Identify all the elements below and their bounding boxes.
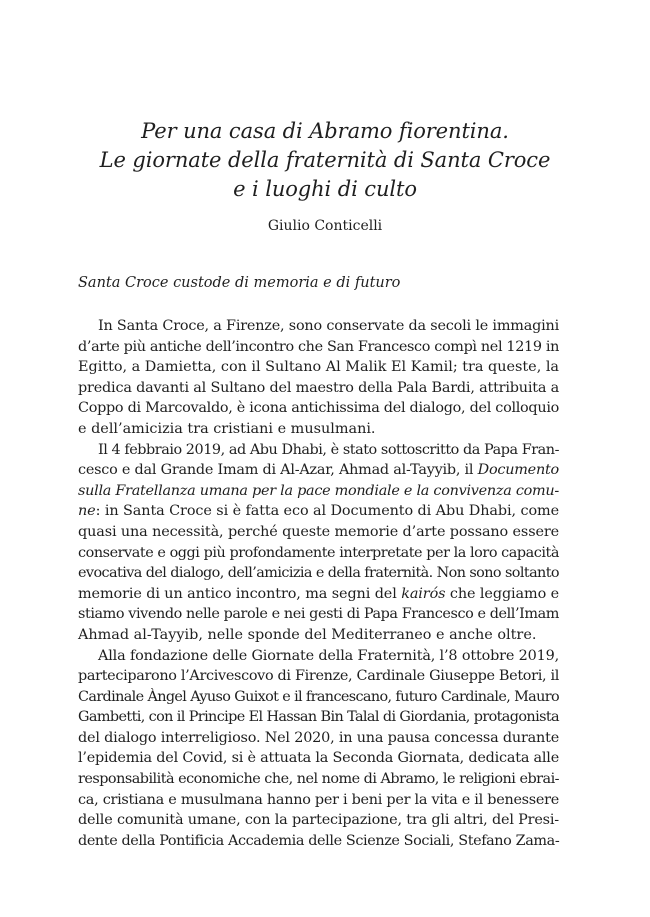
text-line: del dialogo interreligioso. Nel 2020, in una pausa concessa durante (78, 729, 560, 746)
author-name: Giulio Conticelli (267, 218, 383, 234)
text-line: parteciparono l’Arcivescovo di Firenze, Cardinale Giuseppe Betori, il (78, 668, 560, 685)
text-line: responsabilità economiche che, nel nome di Abramo, le religioni ebrai- (78, 771, 559, 788)
chapter-title (0, 117, 650, 204)
title-line-3: e i luoghi di culto (233, 177, 417, 201)
text-line: Coppo di Marcovaldo, è icona antichissima del dialogo, del colloquio (78, 400, 559, 417)
text-line: dente della Pontificia Accademia delle Scienze Sociali, Stefano Zama- (78, 832, 560, 849)
text-line: conservate e oggi più profondamente interpretate per la loro capacità (78, 544, 559, 561)
text-segment: memorie di un antico incontro, ma segni del (78, 585, 397, 602)
text-line: Egitto, a Damietta, con il Sultano Al Malik El Kamil; tra queste, la (78, 359, 559, 376)
text-line (78, 501, 559, 522)
text-line: Gambetti, con il Principe El Hassan Bin Talal di Giordania, protagonista (78, 709, 559, 726)
paragraph-1 (78, 316, 559, 440)
text-line (78, 584, 559, 605)
paragraph-2 (78, 440, 559, 646)
text-line: l’epidemia del Covid, si è attuata la Seconda Giornata, dedicata alle (78, 750, 559, 767)
text-line: e dell’amicizia tra cristiani e musulmani. (78, 420, 376, 437)
text-segment: che leggiamo e (449, 585, 560, 602)
text-line: stiamo vivendo nelle parole e nei gesti di Papa Francesco e dell’Imam (78, 606, 560, 623)
text-segment: cesco e dal Grande Imam di Al-Azar, Ahmad al-Tayyib, il (78, 462, 474, 479)
text-line: Alla fondazione delle Giornate della Fraternità, l’8 ottobre 2019, (98, 647, 559, 664)
text-line: In Santa Croce, a Firenze, sono conservate da secoli le immagini (98, 318, 559, 334)
text-line: d’arte più antiche dell’incontro che San Francesco compì nel 1219 in (78, 338, 560, 355)
text-line: Cardinale Àngel Ayuso Guixot e il francescano, futuro Cardinale, Mauro (78, 688, 560, 705)
text-segment: : in Santa Croce si è fatta eco al Documento di Abu Dhabi, come (95, 503, 559, 520)
text-line: Ahmad al-Tayyib, nelle sponde del Mediterraneo e anche oltre. (78, 626, 537, 643)
kairos-italic: kairós (401, 585, 446, 602)
document-title-italic: Documento (477, 462, 559, 479)
text-line: quasi una necessità, perché queste memorie d’arte possano essere (78, 523, 559, 540)
title-line-2: Le giornate della fraternità di Santa Croce (99, 148, 551, 172)
title-line-1: Per una casa di Abramo fiorentina. (141, 119, 509, 143)
text-line: Il 4 febbraio 2019, ad Abu Dhabi, è stato sottoscritto da Papa Fran- (98, 441, 560, 458)
section-heading: Santa Croce custode di memoria e di futuro (78, 275, 401, 291)
text-line: sulla Fratellanza umana per la pace mondiale e la convivenza comu- (78, 482, 559, 499)
text-line: delle comunità umane, con la partecipazione, tra gli altri, del Presi- (78, 812, 559, 829)
body-text (78, 316, 559, 851)
text-line: predica davanti al Sultano del maestro della Pala Bardi, attribuita a (78, 379, 560, 396)
text-line (78, 460, 559, 481)
paragraph-3 (78, 646, 559, 852)
text-line: ca, cristiana e musulmana hanno per i beni per la vita e il benessere (78, 791, 559, 808)
text-line: evocativa del dialogo, dell’amicizia e della fraternità. Non sono soltanto (78, 565, 560, 582)
document-title-italic: ne (78, 503, 96, 520)
